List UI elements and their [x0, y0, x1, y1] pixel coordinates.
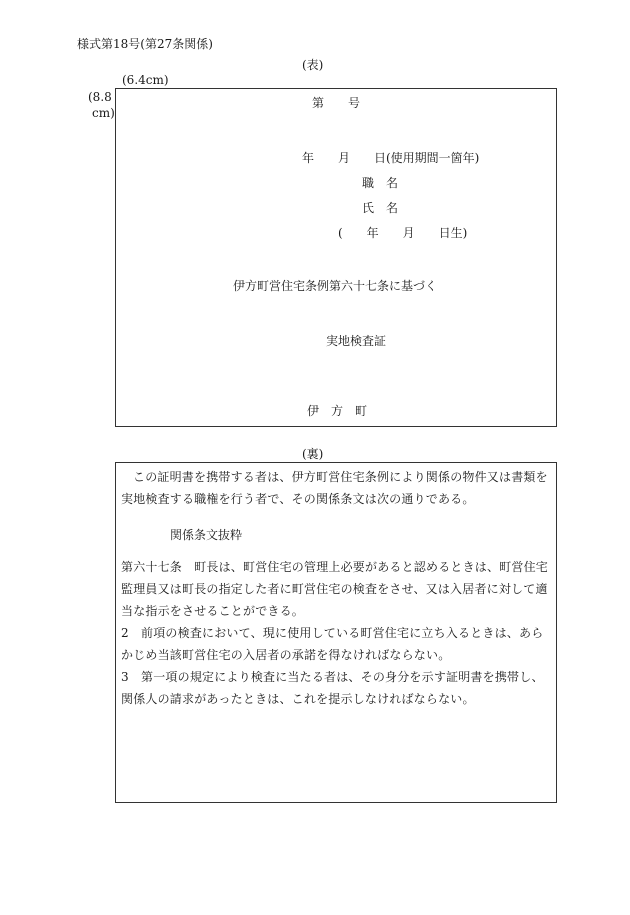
excerpt-heading: 関係条文抜粋 [170, 528, 243, 542]
number-line: 第 号 [312, 96, 361, 110]
date-line: 年 月 日(使用期間一箇年) [302, 151, 480, 165]
height-note-line2: cm) [92, 106, 115, 120]
front-heading: (表) [302, 58, 324, 72]
certificate-title: 実地検査証 [326, 334, 387, 348]
intro-paragraph: この証明書を携帯する者は、伊方町営住宅条例により関係の物件又は書類を実地検査する職権を行う者で、その関係条文は次の通りである。 [121, 470, 548, 506]
paragraph-2: 2 前項の検査において、現に使用している町営住宅に立ち入るときは、あらかじめ当該町営住宅の入居者の承諾を得なければならない。 [121, 626, 544, 662]
name-field: 氏 名 [362, 201, 399, 215]
back-heading: (裏) [302, 447, 324, 461]
width-note: (6.4cm) [122, 73, 169, 87]
form-label: 様式第18号(第27条関係) [77, 37, 213, 51]
front-card [115, 88, 557, 427]
birth-line: ( 年 月 日生) [338, 226, 468, 240]
article-paragraph: 第六十七条 町長は、町営住宅の管理上必要があると認めるときは、町営住宅監理員又は町長の指定した者に町営住宅の検査をさせ、又は入居者に対して適当な指示をさせることができる。 [121, 560, 549, 618]
height-note-line1: (8.8 [88, 90, 112, 104]
basis-text: 伊方町営住宅条例第六十七条に基づく [233, 279, 438, 293]
issuer: 伊 方 町 [307, 404, 368, 418]
paragraph-3: 3 第一項の規定により検査に当たる者は、その身分を示す証明書を携帯し、関係人の請求があったときは、これを提示しなければならない。 [121, 670, 544, 706]
title-field: 職 名 [362, 176, 399, 190]
